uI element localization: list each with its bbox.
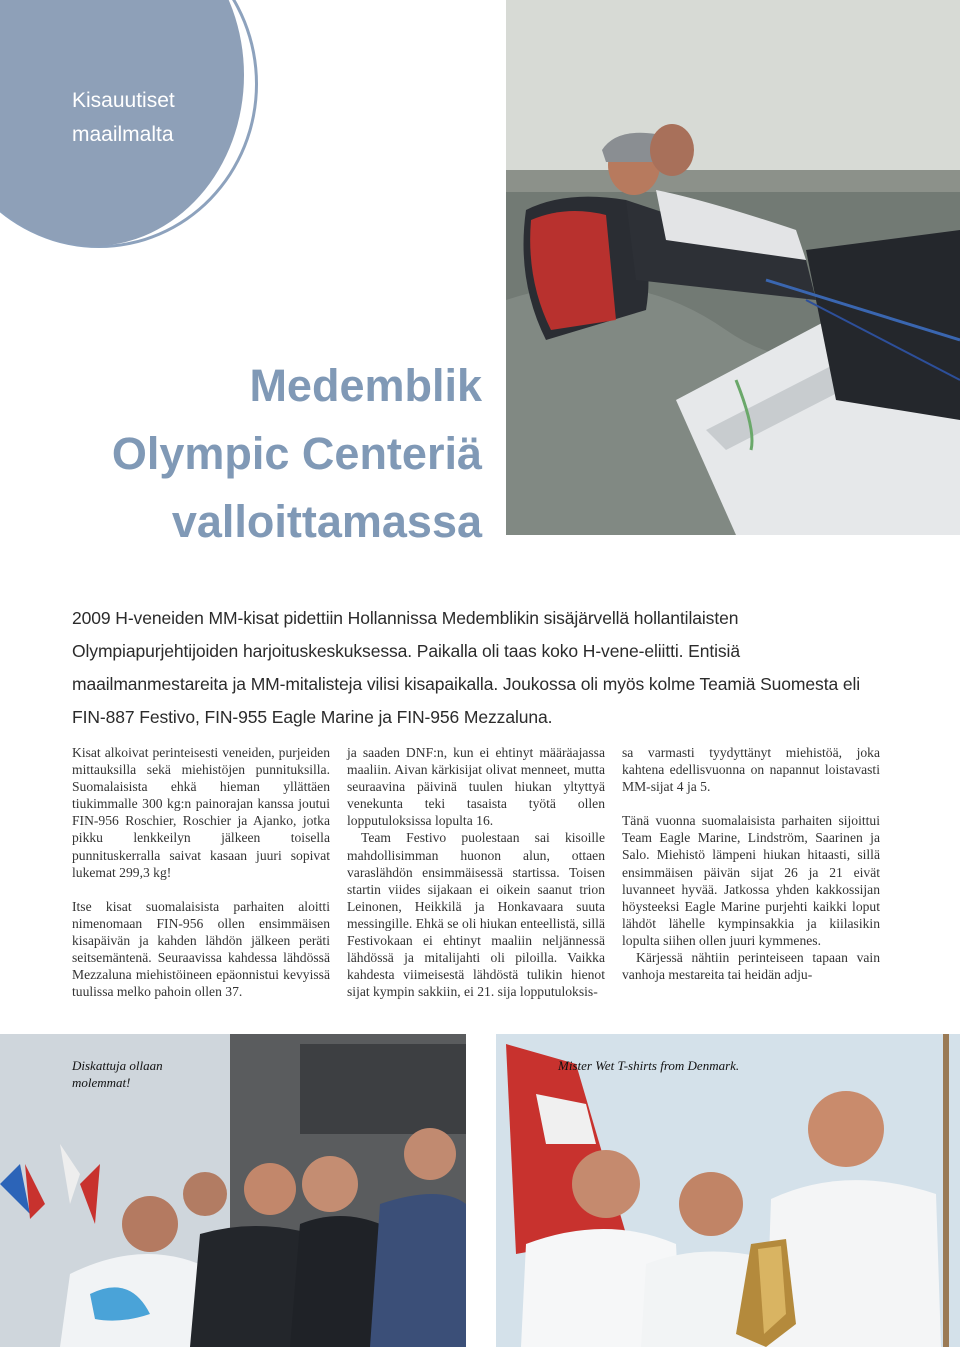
caption-left-photo: Diskattuja ollaan molemmat! [72, 1058, 163, 1090]
section-kicker [72, 84, 242, 152]
headline-line-1: Medemblik [249, 360, 482, 411]
caption-right-photo: Mister Wet T-shirts from Denmark. [558, 1058, 740, 1073]
headline-line-3: valloittamassa [171, 496, 482, 547]
column-3-paragraph-1: sa varmasti tyydyttänyt miehistöä, joka kahtena edellisvuonna on napannut loistavasti MM-sijat 4 ja 5. [622, 745, 880, 795]
kicker-line-2: maailmalta [72, 123, 174, 146]
column-3-paragraph-3: Kärjessä nähtiin perinteiseen tapaan vain vanhoja mestareita tai heidän adju- [622, 950, 880, 983]
column-3-paragraph-2: Tänä vuonna suomalaisista parhaiten sijoittui Team Eagle Marine, Lindström, Saarinen ja Salo. Miehistö lämpeni hiukan hitaasti, sillä ensimmäisen päivän sijat 26 ja 21 eivät luvanneet hyvää. Jatkossa yhden kakkossijan höysteeksi Eagle Marine purjehti kaikki loput lähdöt lähelle kympinsakkia ja kiilasikin lopulta siihen ollen juuri kymmenes. [622, 813, 880, 948]
column-1-paragraph-2: Itse kisat suomalaisista parhaiten aloitti nimenomaan FIN-956 ollen ensimmäisen kisapäivän ja kahden lähdön jälkeen peräti seitsemäntenä. Seuraavissa kahdessa lähdössä Mezzaluna miehistöineen epäonnistui kevyissä tuulissa melko pahoin ollen 37. [72, 898, 330, 1000]
hero-sailing-photo [506, 0, 960, 535]
crew-photo-illustration [0, 1034, 466, 1347]
article-lead: 2009 H-veneiden MM-kisat pidettiin Hollannissa Medemblikin sisäjärvellä hollantilaisten Olympiapurjehtijoiden harjoituskeskuksessa. Paikalla oli taas koko H-vene-eliitti. Entisiä maailmanmestareita ja MM-mitalisteja vilisi kisapaikalla. Joukossa oli myös kolme Teamiä Suomesta eli FIN-887 Festivo, FIN-955 Eagle Marine ja FIN-956 Mezzaluna. [72, 608, 861, 727]
body-column-2 [347, 744, 605, 1000]
column-2-paragraph-1: ja saaden DNF:n, kun ei ehtinyt määräajassa maaliin. Aivan kärkisijat olivat menneet, mutta seuraavina päivinä tuulen hiukan yltyttyä venekunta teki tasaista työtä ollen lopputuloksissa lopulta 16. [347, 745, 605, 829]
article-headline [42, 352, 482, 556]
headline-line-2: Olympic Centeriä [111, 428, 482, 479]
hero-photo-illustration [506, 0, 960, 535]
photo-winners-trophy [496, 1034, 960, 1347]
kicker-line-1: Kisauutiset [72, 89, 175, 112]
photo-crew-harbor [0, 1034, 466, 1347]
column-1-paragraph-1: Kisat alkoivat perinteisesti veneiden, purjeiden mittauksilla sekä miehistöjen punnituksilla. Suomalaisista ehkä hieman yllättäen tiukimmalle 300 kg:n painorajan kanssa joutui FIN-956 Roschier, Roschier ja Ajanko, jotka pikku lenkkeilyn jälkeen toisella punnituskerralla saivat kasaan juuri sopivat lukemat 299,3 kg! [72, 745, 330, 880]
winners-photo-illustration [496, 1034, 960, 1347]
body-column-1 [72, 744, 330, 1000]
column-2-paragraph-2: Team Festivo puolestaan sai kisoille mahdollisimman huonon alun, ottaen varaslähdön ensimmäisessä startissa. Toisen startin viides sijakaan ei oikein saanut trion Leinonen, Heikkilä ja Honkavaara suuta messingille. Ehkä se oli hiukan enteellistä, sillä Festivokaan ei ehtinyt maaliin neljännessä lähdössä ja mitalijahti oli piloilla. Vaikka kahdesta viimeisestä lähdöstä tulikin hienot sijat kympin sakkiin, ei 21. sija lopputuloksis- [347, 830, 605, 1000]
body-column-3 [622, 744, 880, 983]
